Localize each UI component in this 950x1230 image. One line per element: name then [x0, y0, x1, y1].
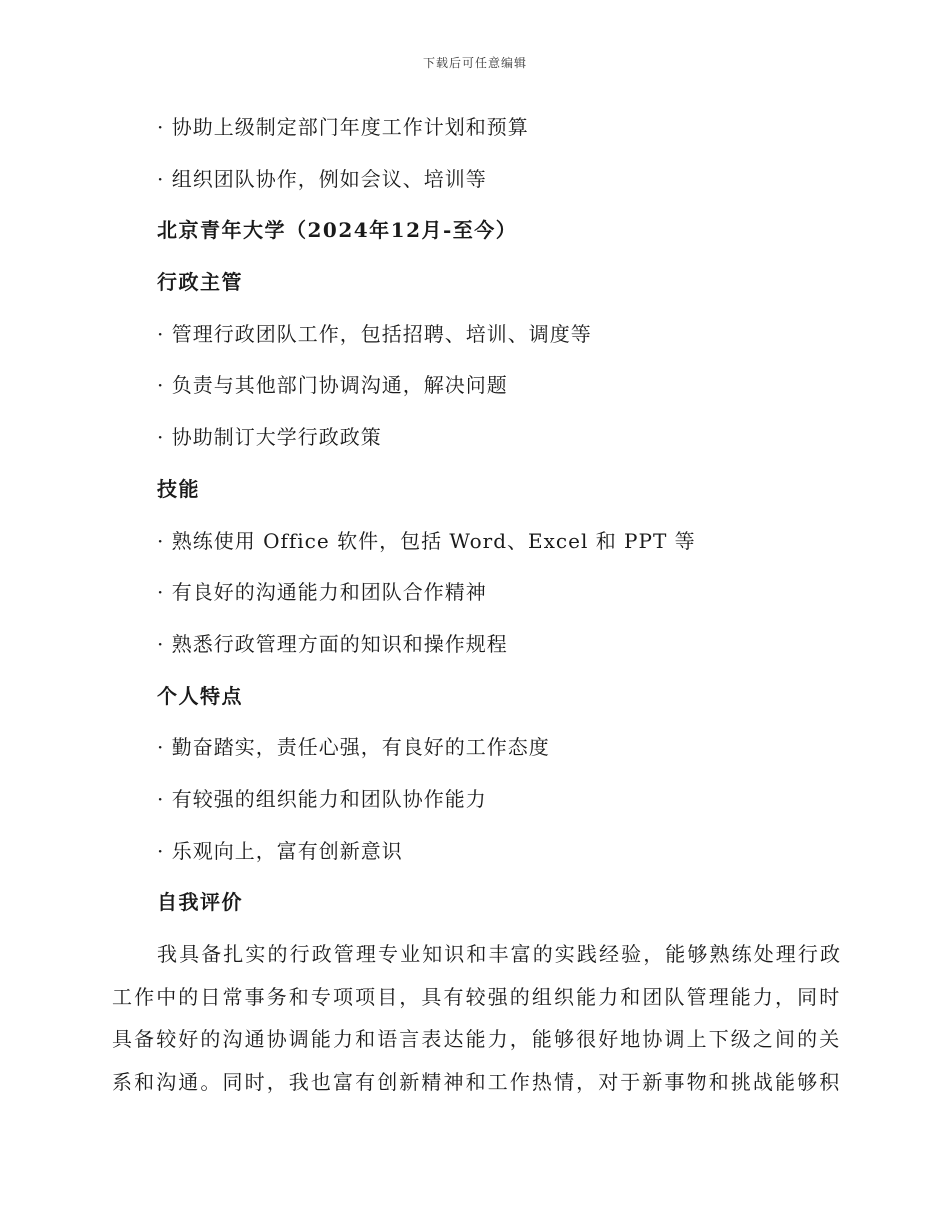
list-item: · 协助上级制定部门年度工作计划和预算	[157, 115, 529, 139]
paragraph-line: 具备较好的沟通协调能力和语言表达能力，能够很好地协调上下级之间的关	[112, 1027, 842, 1051]
paragraph-line: 系和沟通。同时，我也富有创新精神和工作热情，对于新事物和挑战能够积	[112, 1070, 842, 1094]
list-item: · 乐观向上，富有创新意识	[157, 839, 403, 863]
list-item: · 管理行政团队工作，包括招聘、培训、调度等	[157, 322, 592, 346]
list-item: · 勤奋踏实，责任心强，有良好的工作态度	[157, 735, 550, 759]
list-item: · 负责与其他部门协调沟通，解决问题	[157, 373, 508, 397]
list-item: · 熟悉行政管理方面的知识和操作规程	[157, 632, 508, 656]
employer-heading: 北京青年大学（2024年12月-至今）	[157, 218, 518, 242]
list-item: · 协助制订大学行政政策	[157, 425, 382, 449]
page-header: 下载后可任意编辑	[422, 56, 527, 70]
list-item: · 有较强的组织能力和团队协作能力	[157, 787, 487, 811]
list-item: · 熟练使用 Office 软件，包括 Word、Excel 和 PPT 等	[157, 529, 696, 553]
self-evaluation-heading: 自我评价	[157, 890, 243, 914]
list-item: · 组织团队协作，例如会议、培训等	[157, 167, 487, 191]
list-item: · 有良好的沟通能力和团队合作精神	[157, 580, 487, 604]
traits-heading: 个人特点	[157, 684, 243, 708]
job-title-heading: 行政主管	[157, 270, 243, 294]
paragraph-line: 工作中的日常事务和专项项目，具有较强的组织能力和团队管理能力，同时	[112, 985, 842, 1009]
paragraph-line: 我具备扎实的行政管理专业知识和丰富的实践经验，能够熟练处理行政	[157, 942, 843, 966]
skills-heading: 技能	[157, 477, 200, 501]
